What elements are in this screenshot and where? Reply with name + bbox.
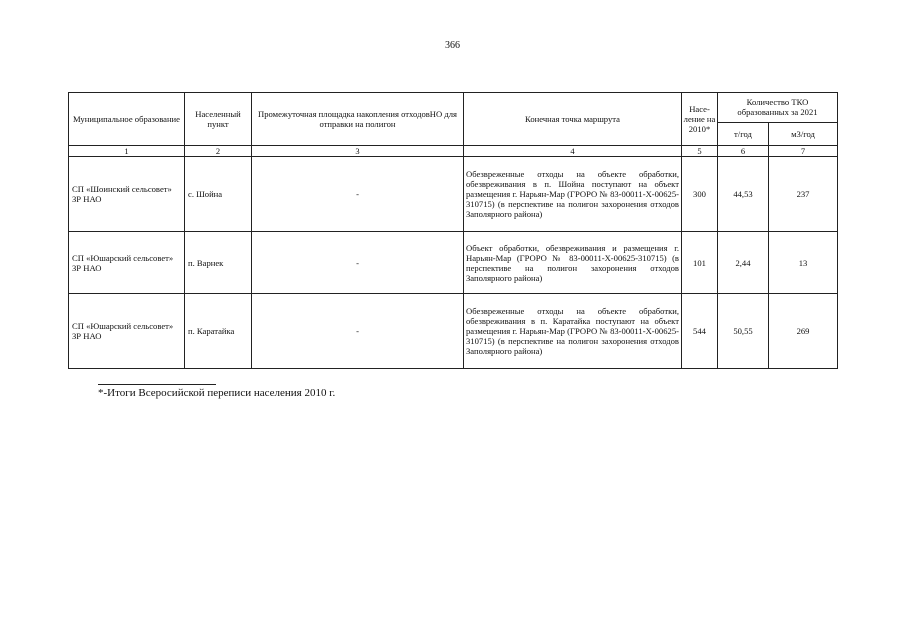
header-endpoint: Конечная точка маршрута: [464, 93, 682, 146]
cell-population: 544: [682, 294, 718, 369]
table-row: [69, 157, 838, 232]
cell-settlement: п. Каратайка: [185, 294, 252, 369]
cell-intermediate-site: -: [252, 294, 464, 369]
column-number: 5: [682, 146, 718, 157]
footnote: *-Итоги Всеросийской переписи населения 2010 г.: [98, 387, 336, 399]
footnote-separator: [98, 384, 216, 385]
cell-endpoint: Объект обработки, обезвреживания и размещения г. Нарьян-Мар (ГРОРО № 83-00011-Х-00625-310715) (в перспективе на полигон захоронения отходов Заполярного района): [464, 232, 682, 294]
header-tko-group: Количество ТКО образованных за 2021: [718, 93, 838, 123]
table-row: [69, 232, 838, 294]
cell-population: 101: [682, 232, 718, 294]
column-number: 6: [718, 146, 769, 157]
cell-intermediate-site: -: [252, 232, 464, 294]
column-number-row: [69, 146, 838, 157]
column-number: 2: [185, 146, 252, 157]
header-tko-m3: м3/год: [769, 122, 838, 145]
cell-settlement: п. Варнек: [185, 232, 252, 294]
cell-settlement: с. Шойна: [185, 157, 252, 232]
cell-tko-m3: 13: [769, 232, 838, 294]
cell-intermediate-site: -: [252, 157, 464, 232]
cell-municipality: СП «Шоинский сельсовет» ЗР НАО: [69, 157, 185, 232]
cell-tko-m3: 237: [769, 157, 838, 232]
page-number: 366: [445, 40, 460, 51]
header-tko-tons: т/год: [718, 122, 769, 145]
cell-tko-tons: 44,53: [718, 157, 769, 232]
header-intermediate-site: Промежуточная площадка накопления отходовНО для отправки на полигон: [252, 93, 464, 146]
cell-endpoint: Обезвреженные отходы на объекте обработки, обезвреживания в п. Каратайка поступают на объект размещения г. Нарьян-Мар (ГРОРО № 83-00011-Х-00625-310715) (в перспективе на полигон захоронения отходов Заполярного района): [464, 294, 682, 369]
table-row: [69, 294, 838, 369]
cell-tko-tons: 2,44: [718, 232, 769, 294]
header-row: [69, 93, 838, 123]
header-settlement: Населенный пункт: [185, 93, 252, 146]
column-number: 1: [69, 146, 185, 157]
cell-population: 300: [682, 157, 718, 232]
cell-endpoint: Обезвреженные отходы на объекте обработки, обезвреживания в п. Шойна поступают на объект размещения г. Нарьян-Мар (ГРОРО № 83-00011-Х-00625-310715) (в перспективе на полигон захоронения отходов Заполярного района): [464, 157, 682, 232]
column-number: 4: [464, 146, 682, 157]
cell-municipality: СП «Юшарский сельсовет» ЗР НАО: [69, 294, 185, 369]
column-number: 3: [252, 146, 464, 157]
cell-tko-m3: 269: [769, 294, 838, 369]
waste-route-table: [68, 92, 838, 369]
header-municipality: Муниципальное образование: [69, 93, 185, 146]
column-number: 7: [769, 146, 838, 157]
cell-tko-tons: 50,55: [718, 294, 769, 369]
header-population: Насе-ление на 2010*: [682, 93, 718, 146]
cell-municipality: СП «Юшарский сельсовет» ЗР НАО: [69, 232, 185, 294]
